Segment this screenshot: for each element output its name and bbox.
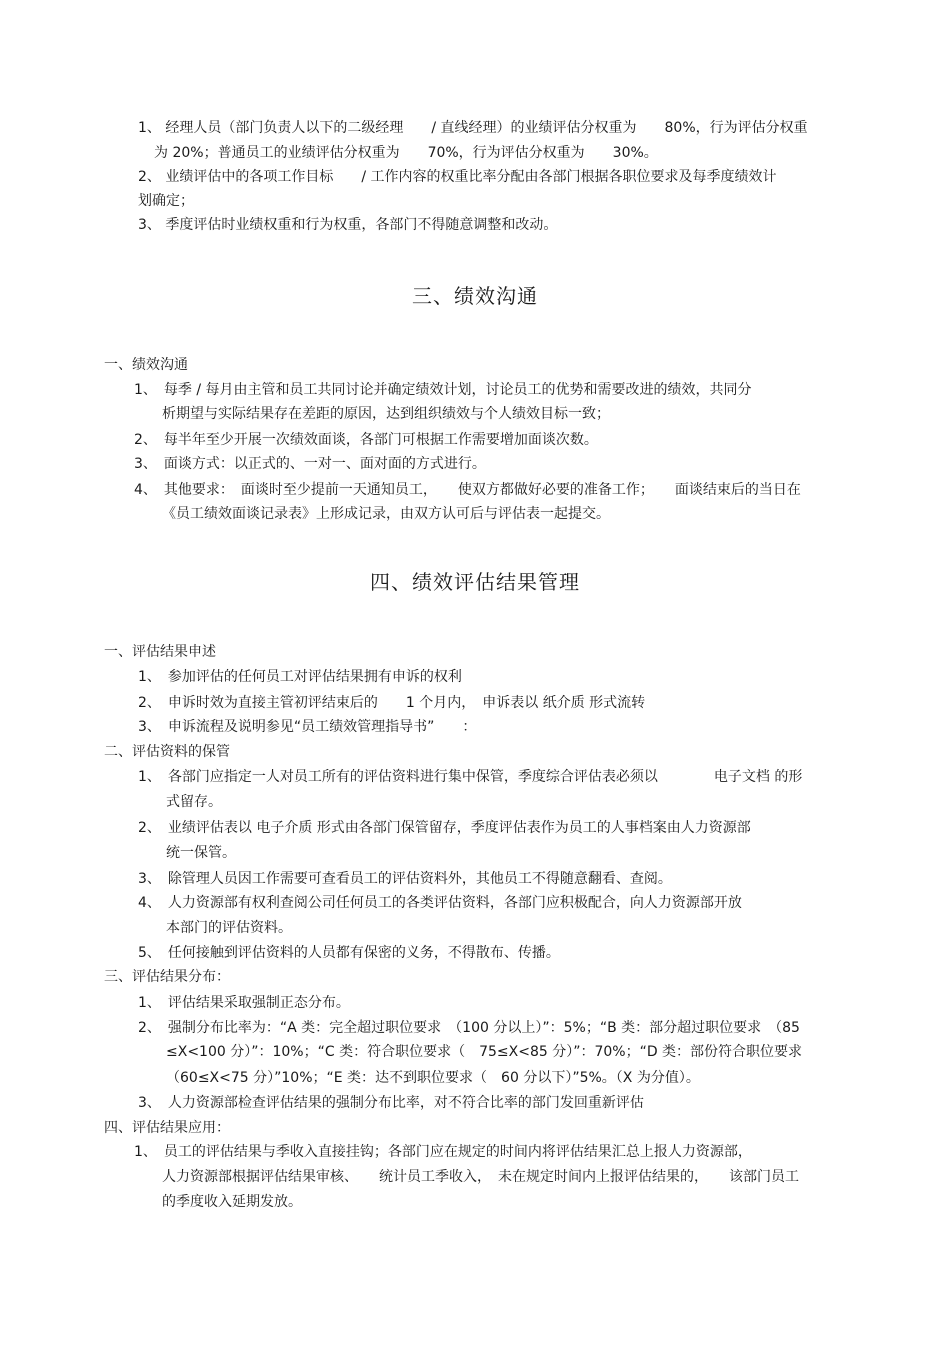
section4-heading-1: 一、评估结果申述 (104, 644, 216, 660)
section4-h3-item-2-line-1: 2、 强制分布比率为：“A 类：完全超过职位要求 （100 分以上）”：5%；“B 类：部分超过职位要求 （85 (138, 1020, 800, 1036)
section3-item-1-line-1: 1、 每季 / 每月由主管和员工共同讨论并确定绩效计划，讨论员工的优势和需要改进的绩效，共同分 (134, 382, 752, 398)
section4-h2-item-1-line-1: 1、 各部门应指定一人对员工所有的评估资料进行集中保管，季度综合评估表必须以 电子文档 的形 (138, 769, 803, 785)
section4-h2-item-3: 3、 除管理人员因工作需要可查看员工的评估资料外，其他员工不得随意翻看、查阅。 (138, 871, 672, 887)
section4-heading-2: 二、评估资料的保管 (104, 744, 230, 760)
section4-h4-item-1-line-3: 的季度收入延期发放。 (162, 1194, 302, 1210)
section3-item-3: 3、 面谈方式：以正式的、一对一、面对面的方式进行。 (134, 456, 486, 472)
section4-h3-item-2-line-3: （60≤X<75 分）”10%；“E 类：达不到职位要求（ 60 分以下）”5%。（X 为分值）。 (166, 1070, 700, 1086)
section4-h2-item-2-line-1: 2、 业绩评估表以 电子介质 形式由各部门保管留存，季度评估表作为员工的人事档案由人力资源部 (138, 820, 751, 836)
section-title-communication: 三、绩效沟通 (412, 284, 538, 308)
section4-h3-item-1: 1、 评估结果采取强制正态分布。 (138, 995, 350, 1011)
section4-h4-item-1-line-1: 1、 员工的评估结果与季收入直接挂钩；各部门应在规定的时间内将评估结果汇总上报人力资源部， (134, 1144, 752, 1160)
section4-h1-item-1: 1、 参加评估的任何员工对评估结果拥有申诉的权利 (138, 669, 462, 685)
section4-h2-item-2-line-2: 统一保管。 (166, 845, 236, 861)
intro-item-1-line-1: 1、 经理人员（部门负责人以下的二级经理 / 直线经理）的业绩评估分权重为 80%，行为评估分权重 (138, 120, 808, 136)
section4-h4-item-1-line-2: 人力资源部根据评估结果审核、 统计员工季收入， 未在规定时间内上报评估结果的， 该部门员工 (162, 1169, 799, 1185)
section4-heading-3: 三、评估结果分布： (104, 969, 230, 985)
section3-item-1-line-2: 析期望与实际结果存在差距的原因，达到组织绩效与个人绩效目标一致； (162, 406, 610, 422)
section4-h2-item-1-line-2: 式留存。 (166, 794, 222, 810)
section3-item-4-line-1: 4、 其他要求： 面谈时至少提前一天通知员工， 使双方都做好必要的准备工作； 面谈结束后的当日在 (134, 482, 801, 498)
section3-heading: 一、绩效沟通 (104, 357, 188, 373)
section4-h1-item-2: 2、 申诉时效为直接主管初评结束后的 1 个月内， 申诉表以 纸介质 形式流转 (138, 695, 646, 711)
section3-item-2: 2、 每半年至少开展一次绩效面谈，各部门可根据工作需要增加面谈次数。 (134, 432, 598, 448)
section4-h3-item-3: 3、 人力资源部检查评估结果的强制分布比率，对不符合比率的部门发回重新评估 (138, 1095, 644, 1111)
section4-h3-item-2-line-2: ≤X<100 分）”：10%；“C 类：符合职位要求（ 75≤X<85 分）”：70%；“D 类：部份符合职位要求 (166, 1044, 803, 1060)
section4-h1-item-3: 3、 申诉流程及说明参见“员工绩效管理指导书” ： (138, 719, 477, 735)
intro-item-3: 3、 季度评估时业绩权重和行为权重，各部门不得随意调整和改动。 (138, 217, 558, 233)
section4-h2-item-4-line-1: 4、 人力资源部有权利查阅公司任何员工的各类评估资料，各部门应积极配合，向人力资源部开放 (138, 895, 742, 911)
section-title-results-management: 四、绩效评估结果管理 (370, 570, 580, 594)
section4-h2-item-5: 5、 任何接触到评估资料的人员都有保密的义务，不得散布、传播。 (138, 945, 560, 961)
section4-heading-4: 四、评估结果应用： (104, 1120, 230, 1136)
intro-item-2-line-1: 2、 业绩评估中的各项工作目标 / 工作内容的权重比率分配由各部门根据各职位要求及每季度绩效计 (138, 169, 777, 185)
section4-h2-item-4-line-2: 本部门的评估资料。 (166, 920, 292, 936)
section3-item-4-line-2: 《员工绩效面谈记录表》上形成记录，由双方认可后与评估表一起提交。 (162, 506, 610, 522)
intro-item-1-line-2: 为 20%；普通员工的业绩评估分权重为 70%，行为评估分权重为 30%。 (154, 145, 658, 161)
intro-item-2-line-2: 划确定； (138, 193, 194, 209)
